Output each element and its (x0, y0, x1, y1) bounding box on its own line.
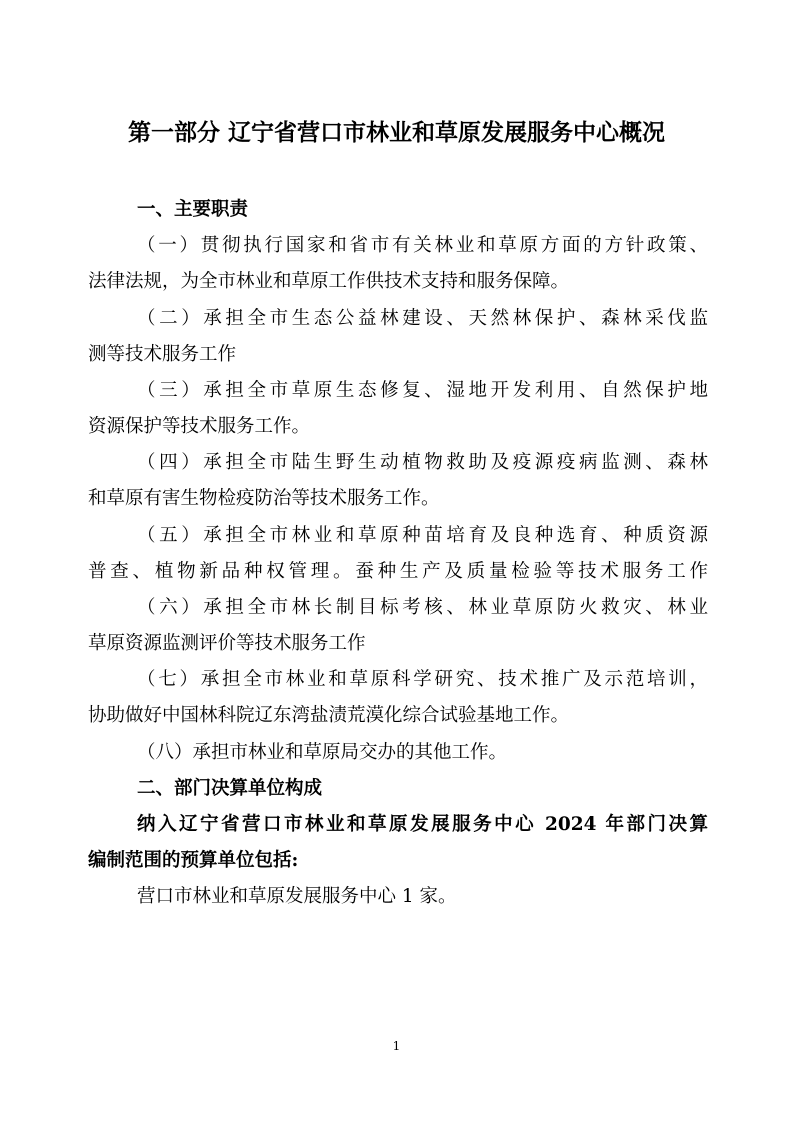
duty-6-line-1: （六）承担全市林长制目标考核、林业草原防火救灾、林业 (137, 597, 708, 618)
section-heading-unit-composition: 二、部门决算单位构成 (137, 778, 323, 799)
duty-2-line-1: （二）承担全市生态公益林建设、天然林保护、森林采伐监 (137, 308, 708, 329)
duty-1-line-2: 法律法规，为全市林业和草原工作供技术支持和服务保障。 (88, 271, 570, 292)
duty-6-line-2: 草原资源监测评价等技术服务工作 (88, 633, 366, 654)
scope-statement-line-1: 纳入辽宁省营口市林业和草原发展服务中心 2024 年部门决算 (137, 814, 708, 835)
duty-3-line-1: （三）承担全市草原生态修复、湿地开发利用、自然保护地 (137, 380, 708, 401)
scope-statement-line-2: 编制范围的预算单位包括: (88, 850, 299, 871)
duty-5-line-2: 普查、植物新品种权管理。蚕种生产及质量检验等技术服务工作 (88, 561, 708, 582)
duty-2-line-2: 测等技术服务工作 (88, 344, 237, 365)
duty-1-line-1: （一）贯彻执行国家和省市有关林业和草原方面的方针政策、 (137, 235, 708, 256)
duty-5-line-1: （五）承担全市林业和草原种苗培育及良种选育、种质资源 (137, 525, 708, 546)
duty-3-line-2: 资源保护等技术服务工作。 (88, 416, 311, 437)
page-title: 第一部分 辽宁省营口市林业和草原发展服务中心概况 (127, 120, 665, 146)
section-heading-main-duties: 一、主要职责 (137, 199, 249, 220)
duty-4-line-2: 和草原有害生物检疫防治等技术服务工作。 (88, 488, 440, 509)
duty-4-line-1: （四）承担全市陆生野生动植物救助及疫源疫病监测、森林 (137, 452, 708, 473)
page-number: 1 (392, 1039, 401, 1053)
unit-count-text: 营口市林业和草原发展服务中心 1 家。 (137, 886, 457, 907)
duty-8-line-1: （八）承担市林业和草原局交办的其他工作。 (137, 742, 508, 763)
duty-7-line-2: 协助做好中国林科院辽东湾盐渍荒漠化综合试验基地工作。 (88, 705, 570, 726)
duty-7-line-1: （七）承担全市林业和草原科学研究、技术推广及示范培训， (137, 669, 708, 690)
